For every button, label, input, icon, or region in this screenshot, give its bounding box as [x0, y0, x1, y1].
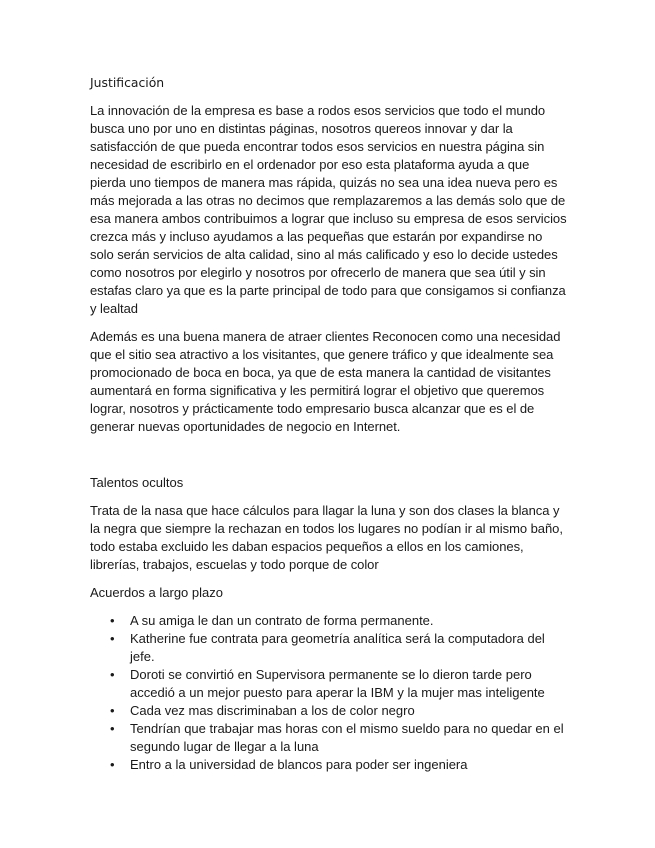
- bullet-icon: •: [110, 721, 115, 736]
- section-title-justificacion: Justificación: [90, 75, 165, 90]
- list-item: [90, 702, 568, 720]
- document-page: [90, 74, 568, 774]
- paragraph-justificacion-1: La innovación de la empresa es base a rodos esos servicios que todo el mundo busca uno por uno en distintas páginas, nosotros quereos innovar y dar la satisfacción de que pueda encontrar todos esos servicios en nuestra página sin necesidad de escribirlo en el ordenador por eso esta plataforma ayuda a que pierda uno tiempos de manera mas rápida, quizás no sea una idea nueva pero es más mejorada a las otras no decimos que remplazaremos a las demás solo que de esa manera ambos contribuimos a lograr que incluso su empresa de esos servicios crezca más y incluso ayudamos a las pequeñas que estarán por expandirse no solo serán servicios de alta calidad, sino al más calificado y eso lo decide ustedes como nosotros por elegirlo y nosotros por ofrecerlo de manera que sea útil y sin estafas claro ya que es la parte principal de todo para que consigamos si confianza y lealtad: [90, 103, 567, 316]
- list-item-text: Tendrían que trabajar mas horas con el mismo sueldo para no quedar en el segundo lugar de llegar a la luna: [130, 721, 564, 754]
- list-item: [90, 756, 568, 774]
- bullet-icon: •: [110, 703, 115, 718]
- bullet-icon: •: [110, 613, 115, 628]
- section-title-acuerdos: Acuerdos a largo plazo: [90, 585, 223, 600]
- list-item-text: Cada vez mas discriminaban a los de color negro: [130, 703, 415, 718]
- paragraph-talentos-ocultos: Trata de la nasa que hace cálculos para llagar la luna y son dos clases la blanca y la negra que siempre la rechazan en todos los lugares no podían ir al mismo baño, todo estaba excluido les daban espacios pequeños a ellos en los camiones, librerías, trabajos, escuelas y todo porque de color: [90, 503, 563, 572]
- list-item: [90, 666, 568, 702]
- section-title-talentos-ocultos: Talentos ocultos: [90, 475, 184, 490]
- list-item-text: Doroti se convirtió en Supervisora permanente se lo dieron tarde pero accedió a un mejor puesto para aperar la IBM y la mujer mas inteligente: [130, 667, 545, 700]
- list-item-text: Katherine fue contrata para geometría analítica será la computadora del jefe.: [130, 631, 545, 664]
- paragraph-justificacion-2: Además es una buena manera de atraer clientes Reconocen como una necesidad que el sitio sea atractivo a los visitantes, que genere tráfico y que idealmente sea promocionado de boca en boca, ya que de esta manera la cantidad de visitantes aumentará en forma significativa y les permitirá lograr el objetivo que queremos lograr, nosotros y prácticamente todo empresario busca alcanzar que es el de generar nuevas oportunidades de negocio en Internet.: [90, 329, 561, 434]
- list-item: [90, 630, 568, 666]
- blank-line: [90, 446, 568, 474]
- bullet-icon: •: [110, 757, 115, 772]
- list-item: [90, 720, 568, 756]
- list-item: [90, 612, 568, 630]
- bullet-icon: •: [110, 667, 115, 682]
- bullet-list-acuerdos: [90, 612, 568, 774]
- list-item-text: A su amiga le dan un contrato de forma permanente.: [130, 613, 434, 628]
- list-item-text: Entro a la universidad de blancos para poder ser ingeniera: [130, 757, 468, 772]
- bullet-icon: •: [110, 631, 115, 646]
